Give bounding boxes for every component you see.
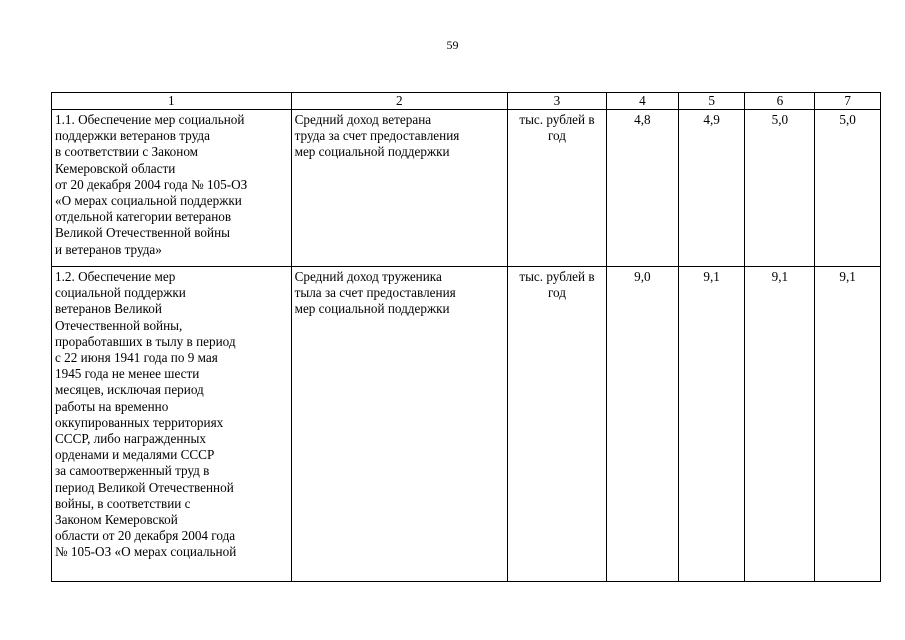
indicator-cell: Средний доход ветерана труда за счет предоставления мер социальной поддержки [291,110,507,267]
unit-cell: тыс. рублей в год [507,110,606,267]
header-cell-6: 6 [745,93,815,110]
measure-cell: 1.2. Обеспечение мер социальной поддержки ветеранов Великой Отечественной войны, проработавших в тылу в период с 22 июня 1941 года по 9 мая 1945 года не менее шести месяцев, исключая период работы на временно оккупированных территориях СССР, либо награжденных орденами и медалями СССР за самоотверженный труд в период Великой Отечественной войны, в соответствии с Законом Кемеровской области от 20 декабря 2004 года № 105-ОЗ «О мерах социальной [52,267,292,582]
header-cell-1: 1 [52,93,292,110]
value-cell-col4: 9,0 [607,267,679,582]
header-cell-3: 3 [507,93,606,110]
measure-cell: 1.1. Обеспечение мер социальной поддержки ветеранов труда в соответствии с Законом Кемеровской области от 20 декабря 2004 года № 105-ОЗ «О мерах социальной поддержки отдельной категории ветеранов Великой Отечественной войны и ветеранов труда» [52,110,292,267]
header-cell-4: 4 [607,93,679,110]
header-cell-5: 5 [678,93,745,110]
value-cell-col5: 4,9 [678,110,745,267]
header-cell-2: 2 [291,93,507,110]
value-cell-col6: 9,1 [745,267,815,582]
value-cell-col7: 9,1 [815,267,881,582]
header-cell-7: 7 [815,93,881,110]
indicator-cell: Средний доход труженика тыла за счет предоставления мер социальной поддержки [291,267,507,582]
value-cell-col5: 9,1 [678,267,745,582]
value-cell-col6: 5,0 [745,110,815,267]
table-row [52,267,881,582]
table-header-row [52,93,881,110]
value-cell-col4: 4,8 [607,110,679,267]
indicators-table [51,92,881,582]
table-row [52,110,881,267]
value-cell-col7: 5,0 [815,110,881,267]
page-number: 59 [446,38,459,52]
unit-cell: тыс. рублей в год [507,267,606,582]
